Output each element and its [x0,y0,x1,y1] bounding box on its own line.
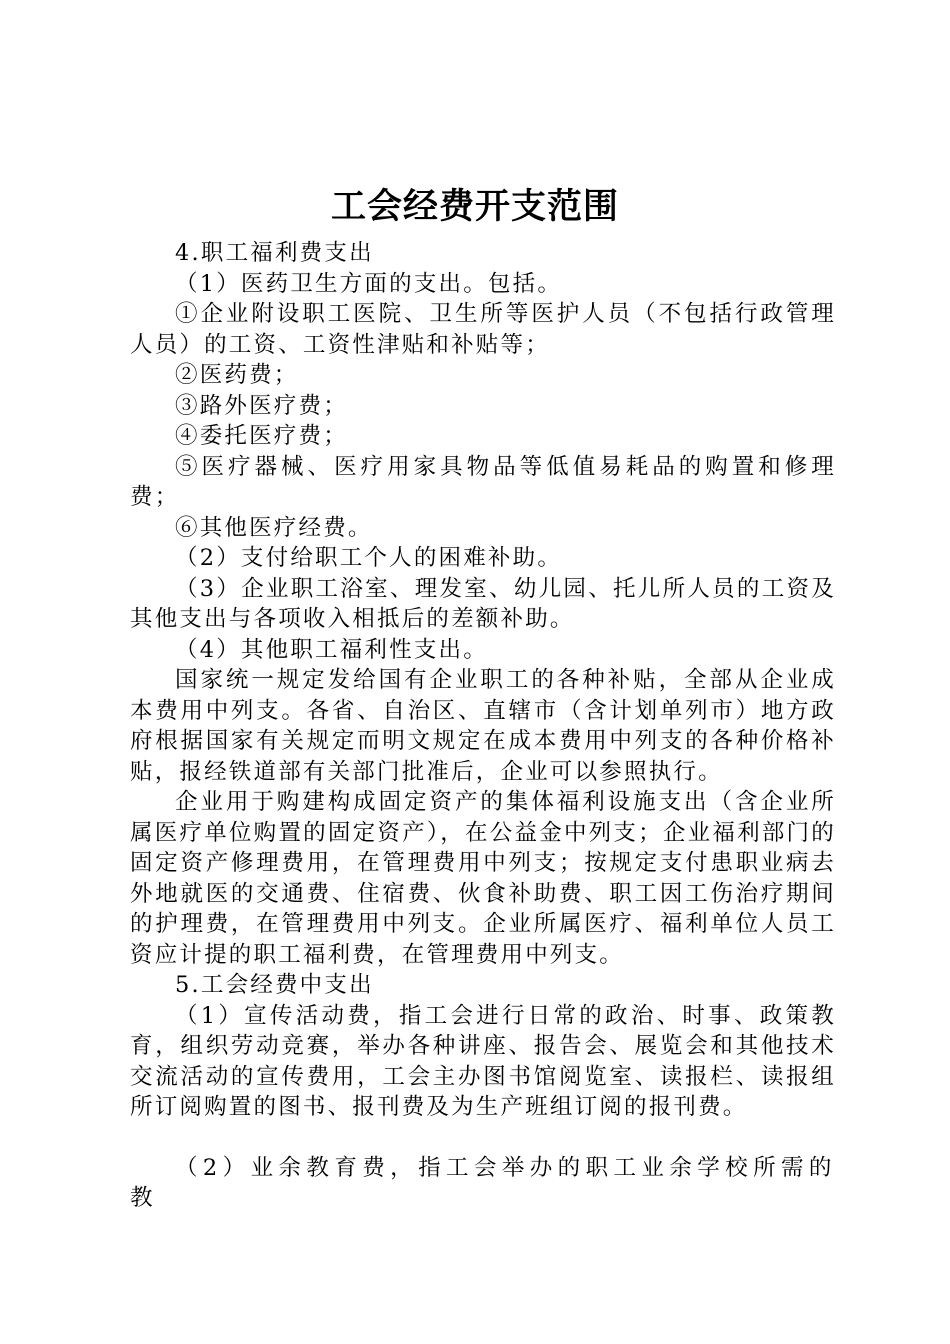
list-item-6: ⑥其他医疗经费。 [175,514,373,541]
list-item-2: ②医药费； [175,362,299,388]
list-item-5: ⑤医疗器械、医疗用家具物品等低值易耗品的购置和修理费； [130,453,836,510]
paragraph-state-subsidies: 国家统一规定发给国有企业职工的各种补贴，全部从企业成本费用中列支。各省、自治区、直辖市（含计划单列市）地方政府根据国家有关规定而明文规定在成本费用中列支的各种价格补贴，报经铁道部有关部门批准后，企业可以参照执行。 [130,667,836,785]
paragraph-medical-expenses: （1）医药卫生方面的支出。包括。 [175,270,563,297]
list-item-4: ④委托医疗费； [175,423,348,449]
list-item-1: ①企业附设职工医院、卫生所等医护人员（不包括行政管理人员）的工资、工资性津贴和补贴等； [130,301,836,358]
paragraph-fixed-assets: 企业用于购建构成固定资产的集体福利设施支出（含企业所属医疗单位购置的固定资产），在公益金中列支；企业福利部门的固定资产修理费用，在管理费用中列支；按规定支付患职业病去外地就医的交通费、住宿费、伙食补助费、职工因工伤治疗期间的护理费，在管理费用中列支。企业所属医疗、福利单位人员工资应计提的职工福利费，在管理费用中列支。 [130,789,836,968]
paragraph-facility-subsidy: （3）企业职工浴室、理发室、幼儿园、托儿所人员的工资及其他支出与各项收入相抵后的差额补助。 [130,575,836,632]
paragraph-hardship-subsidy: （2）支付给职工个人的困难补助。 [175,545,563,571]
document-title: 工会经费开支范围 [330,187,619,227]
paragraph-other-welfare: （4）其他职工福利性支出。 [175,636,488,663]
paragraph-education-fees: （2）业余教育费，指工会举办的职工业余学校所需的教 [130,1154,836,1211]
document-body [130,238,836,1214]
section-heading-5: 5.工会经费中支出 [175,972,374,998]
list-item-3: ③路外医疗费； [175,392,348,419]
section-heading-4: 4.职工福利费支出 [175,240,374,266]
paragraph-publicity-fees: （1）宣传活动费，指工会进行日常的政治、时事、政策教育，组织劳动竞赛，举办各种讲座、报告会、展览会和其他技术交流活动的宣传费用，工会主办图书馆阅览室、读报栏、读报组所订阅购置的图书、报刊费及为生产班组订阅的报刊费。 [130,1002,836,1120]
